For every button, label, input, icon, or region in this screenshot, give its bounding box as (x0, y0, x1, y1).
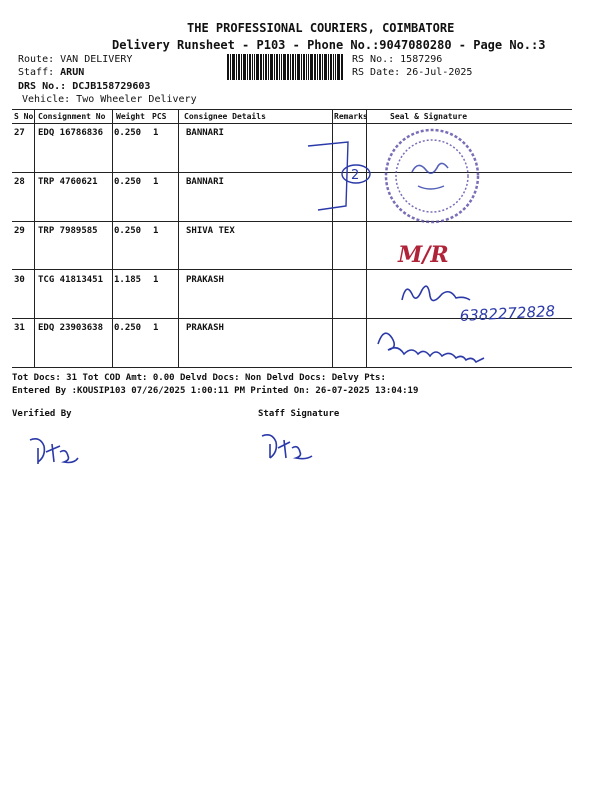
row-pcs: 1 (153, 128, 159, 138)
signature-row-30 (402, 286, 470, 300)
header-consignment: Consignment No (38, 112, 106, 121)
row-pcs: 1 (153, 177, 159, 187)
header-pcs: PCS (152, 112, 167, 121)
header-remarks: Remarks (334, 112, 368, 121)
row-pcs: 1 (153, 275, 159, 285)
signature-row-31 (378, 333, 484, 362)
round-stamp-image (386, 130, 478, 222)
drs-label: DRS No.: (18, 81, 73, 92)
row-sno: 31 (14, 323, 25, 333)
row-weight: 0.250 (114, 177, 142, 187)
phone-number-text: 6382272828 (459, 302, 556, 325)
initials-text: M/R (398, 242, 449, 268)
row-weight: 0.250 (114, 226, 142, 236)
row-consignment: EDQ 23903638 (38, 323, 104, 333)
verified-by-label: Verified By (12, 409, 72, 419)
row-consignment: TRP 4760621 (38, 177, 98, 187)
staff-value: ARUN (60, 67, 85, 78)
route-text: Route: VAN DELIVERY (18, 54, 133, 65)
staff-signature-label: Staff Signature (258, 409, 340, 419)
runsheet-title: Delivery Runsheet - P103 - Phone No.:9047080280 - Page No.:3 (112, 38, 546, 52)
row-consignment: EDQ 16786836 (38, 128, 104, 138)
row-weight: 1.185 (114, 275, 142, 285)
row-sno: 27 (14, 128, 25, 138)
row-sno: 30 (14, 275, 25, 285)
staff-signature (262, 435, 312, 459)
row-weight: 0.250 (114, 323, 142, 333)
row-consignment: TCG 41813451 (38, 275, 104, 285)
header-seal-signature: Seal & Signature (390, 112, 468, 121)
header-consignee: Consignee Details (184, 112, 266, 121)
drs-value: DCJB158729603 (72, 81, 151, 92)
row-consignee: PRAKASH (186, 323, 224, 333)
rs-date: RS Date: 26-Jul-2025 (352, 67, 473, 78)
entered-printed-line: Entered By :KOUSIP103 07/26/2025 1:00:11 PM Printed On: 26-07-2025 13:04:19 (12, 386, 419, 396)
row-consignee: BANNARI (186, 128, 224, 138)
verified-signature (30, 439, 78, 464)
row-pcs: 1 (153, 226, 159, 236)
staff-label: Staff: (18, 67, 61, 78)
row-sno: 29 (14, 226, 25, 236)
row-sno: 28 (14, 177, 25, 187)
totals-line: Tot Docs: 31 Tot COD Amt: 0.00 Delvd Docs: Non Delvd Docs: Delvy Pts: (12, 373, 386, 383)
row-pcs: 1 (153, 323, 159, 333)
row-consignment: TRP 7989585 (38, 226, 98, 236)
header-weight: Weight (116, 112, 145, 121)
remark-bracket-mark (308, 142, 370, 210)
row-consignee: PRAKASH (186, 275, 224, 285)
row-weight: 0.250 (114, 128, 142, 138)
vehicle-text: Vehicle: Two Wheeler Delivery (22, 94, 197, 105)
company-title: THE PROFESSIONAL COURIERS, COIMBATORE (187, 21, 455, 35)
rs-number: RS No.: 1587296 (352, 54, 443, 65)
row-consignee: SHIVA TEX (186, 226, 235, 236)
header-sno: S No (14, 112, 34, 121)
row-consignee: BANNARI (186, 177, 224, 187)
remark-number: 2 (351, 168, 360, 183)
